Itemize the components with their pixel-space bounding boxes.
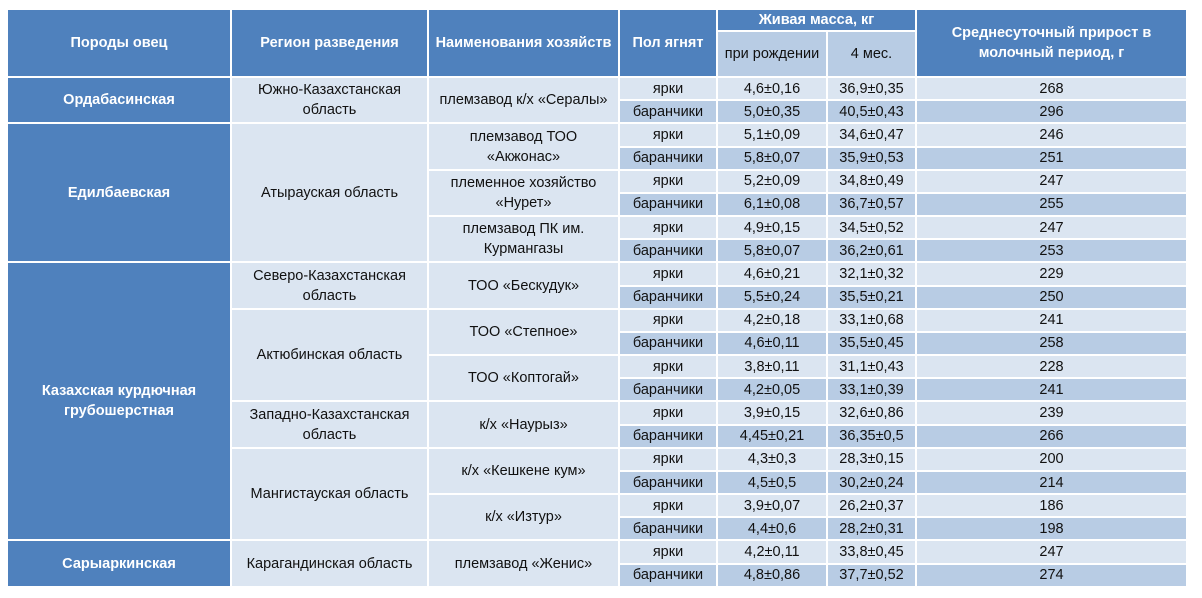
weight-4months-cell: 31,1±0,43: [828, 356, 917, 379]
daily-gain-cell: 229: [917, 263, 1188, 286]
region-cell: Северо-Казахстанская область: [232, 263, 429, 309]
weight-4months-cell: 37,7±0,52: [828, 565, 917, 588]
table-row: [8, 78, 1188, 101]
breed-cell: Ордабасинская: [8, 78, 232, 124]
weight-birth-cell: 4,3±0,3: [718, 449, 828, 472]
weight-4months-cell: 35,5±0,45: [828, 333, 917, 356]
daily-gain-cell: 255: [917, 194, 1188, 217]
daily-gain-cell: 258: [917, 333, 1188, 356]
daily-gain-cell: 251: [917, 148, 1188, 171]
weight-4months-cell: 35,5±0,21: [828, 287, 917, 310]
farm-cell: племзавод к/х «Сералы»: [429, 78, 620, 124]
weight-4months-cell: 33,1±0,39: [828, 379, 917, 402]
region-cell: Атырауская область: [232, 124, 429, 263]
sex-cell: баранчики: [620, 148, 718, 171]
weight-birth-cell: 4,45±0,21: [718, 426, 828, 449]
weight-4months-cell: 40,5±0,43: [828, 101, 917, 124]
weight-4months-cell: 33,1±0,68: [828, 310, 917, 333]
weight-birth-cell: 5,8±0,07: [718, 148, 828, 171]
weight-birth-cell: 4,2±0,11: [718, 541, 828, 564]
sex-cell: ярки: [620, 310, 718, 333]
header-gain: Среднесуточный прирост в молочный период, г: [917, 10, 1188, 78]
sex-cell: баранчики: [620, 101, 718, 124]
farm-cell: к/х «Кешкене кум»: [429, 449, 620, 495]
weight-birth-cell: 4,6±0,21: [718, 263, 828, 286]
daily-gain-cell: 241: [917, 310, 1188, 333]
sex-cell: ярки: [620, 78, 718, 101]
farm-cell: ТОО «Степное»: [429, 310, 620, 356]
weight-4months-cell: 35,9±0,53: [828, 148, 917, 171]
weight-4months-cell: 33,8±0,45: [828, 541, 917, 564]
header-sex: Пол ягнят: [620, 10, 718, 78]
daily-gain-cell: 241: [917, 379, 1188, 402]
weight-4months-cell: 28,3±0,15: [828, 449, 917, 472]
weight-birth-cell: 5,8±0,07: [718, 240, 828, 263]
daily-gain-cell: 266: [917, 426, 1188, 449]
weight-birth-cell: 5,2±0,09: [718, 171, 828, 194]
sex-cell: баранчики: [620, 194, 718, 217]
weight-birth-cell: 6,1±0,08: [718, 194, 828, 217]
weight-birth-cell: 4,8±0,86: [718, 565, 828, 588]
sex-cell: ярки: [620, 263, 718, 286]
sex-cell: ярки: [620, 124, 718, 147]
table-row: [8, 124, 1188, 147]
header-region: Регион разведения: [232, 10, 429, 78]
breed-cell: Сарыаркинская: [8, 541, 232, 588]
weight-4months-cell: 30,2±0,24: [828, 472, 917, 495]
farm-cell: ТОО «Бескудук»: [429, 263, 620, 309]
weight-birth-cell: 4,2±0,05: [718, 379, 828, 402]
sex-cell: баранчики: [620, 333, 718, 356]
sex-cell: ярки: [620, 171, 718, 194]
weight-birth-cell: 4,2±0,18: [718, 310, 828, 333]
weight-birth-cell: 4,5±0,5: [718, 472, 828, 495]
sex-cell: ярки: [620, 495, 718, 518]
weight-birth-cell: 3,9±0,07: [718, 495, 828, 518]
table-row: [8, 263, 1188, 286]
farm-cell: племзавод ПК им. Курмангазы: [429, 217, 620, 263]
farm-cell: племзавод ТОО «Акжонас»: [429, 124, 620, 170]
region-cell: Актюбинская область: [232, 310, 429, 403]
weight-4months-cell: 36,7±0,57: [828, 194, 917, 217]
daily-gain-cell: 268: [917, 78, 1188, 101]
region-cell: Карагандинская область: [232, 541, 429, 588]
weight-birth-cell: 5,5±0,24: [718, 287, 828, 310]
daily-gain-cell: 228: [917, 356, 1188, 379]
header-weight-4months: 4 мес.: [828, 32, 917, 78]
sex-cell: ярки: [620, 541, 718, 564]
weight-birth-cell: 4,6±0,16: [718, 78, 828, 101]
farm-cell: племзавод «Женис»: [429, 541, 620, 588]
weight-4months-cell: 34,5±0,52: [828, 217, 917, 240]
daily-gain-cell: 186: [917, 495, 1188, 518]
farm-cell: ТОО «Коптогай»: [429, 356, 620, 402]
weight-4months-cell: 34,8±0,49: [828, 171, 917, 194]
sex-cell: баранчики: [620, 472, 718, 495]
sex-cell: баранчики: [620, 287, 718, 310]
region-cell: Мангистауская область: [232, 449, 429, 542]
daily-gain-cell: 198: [917, 518, 1188, 541]
weight-birth-cell: 4,6±0,11: [718, 333, 828, 356]
sex-cell: ярки: [620, 402, 718, 425]
weight-4months-cell: 36,35±0,5: [828, 426, 917, 449]
sex-cell: ярки: [620, 356, 718, 379]
farm-cell: к/х «Наурыз»: [429, 402, 620, 448]
region-cell: Западно-Казахстанская область: [232, 402, 429, 448]
daily-gain-cell: 253: [917, 240, 1188, 263]
weight-birth-cell: 4,9±0,15: [718, 217, 828, 240]
daily-gain-cell: 239: [917, 402, 1188, 425]
daily-gain-cell: 274: [917, 565, 1188, 588]
weight-birth-cell: 3,9±0,15: [718, 402, 828, 425]
farm-cell: племенное хозяйство «Нурет»: [429, 171, 620, 217]
weight-4months-cell: 28,2±0,31: [828, 518, 917, 541]
weight-4months-cell: 36,2±0,61: [828, 240, 917, 263]
sex-cell: баранчики: [620, 240, 718, 263]
daily-gain-cell: 246: [917, 124, 1188, 147]
header-farm: Наименования хозяйств: [429, 10, 620, 78]
weight-birth-cell: 5,1±0,09: [718, 124, 828, 147]
sex-cell: ярки: [620, 217, 718, 240]
daily-gain-cell: 247: [917, 217, 1188, 240]
weight-4months-cell: 32,1±0,32: [828, 263, 917, 286]
weight-4months-cell: 32,6±0,86: [828, 402, 917, 425]
breed-cell: Едилбаевская: [8, 124, 232, 263]
daily-gain-cell: 247: [917, 171, 1188, 194]
header-weight: Живая масса, кг: [718, 10, 917, 32]
weight-4months-cell: 36,9±0,35: [828, 78, 917, 101]
header-breed: Породы овец: [8, 10, 232, 78]
region-cell: Южно-Казахстанская область: [232, 78, 429, 124]
daily-gain-cell: 214: [917, 472, 1188, 495]
breed-cell: Казахская курдючная грубошерстная: [8, 263, 232, 541]
table-row: [8, 541, 1188, 564]
sex-cell: ярки: [620, 449, 718, 472]
weight-4months-cell: 34,6±0,47: [828, 124, 917, 147]
sex-cell: баранчики: [620, 565, 718, 588]
daily-gain-cell: 200: [917, 449, 1188, 472]
table-body: [8, 78, 1188, 588]
farm-cell: к/х «Изтур»: [429, 495, 620, 541]
sex-cell: баранчики: [620, 518, 718, 541]
daily-gain-cell: 250: [917, 287, 1188, 310]
weight-birth-cell: 5,0±0,35: [718, 101, 828, 124]
daily-gain-cell: 296: [917, 101, 1188, 124]
header-weight-birth: при рождении: [718, 32, 828, 78]
weight-4months-cell: 26,2±0,37: [828, 495, 917, 518]
weight-birth-cell: 4,4±0,6: [718, 518, 828, 541]
sheep-breeds-table: [8, 10, 1188, 588]
sex-cell: баранчики: [620, 426, 718, 449]
daily-gain-cell: 247: [917, 541, 1188, 564]
weight-birth-cell: 3,8±0,11: [718, 356, 828, 379]
sex-cell: баранчики: [620, 379, 718, 402]
